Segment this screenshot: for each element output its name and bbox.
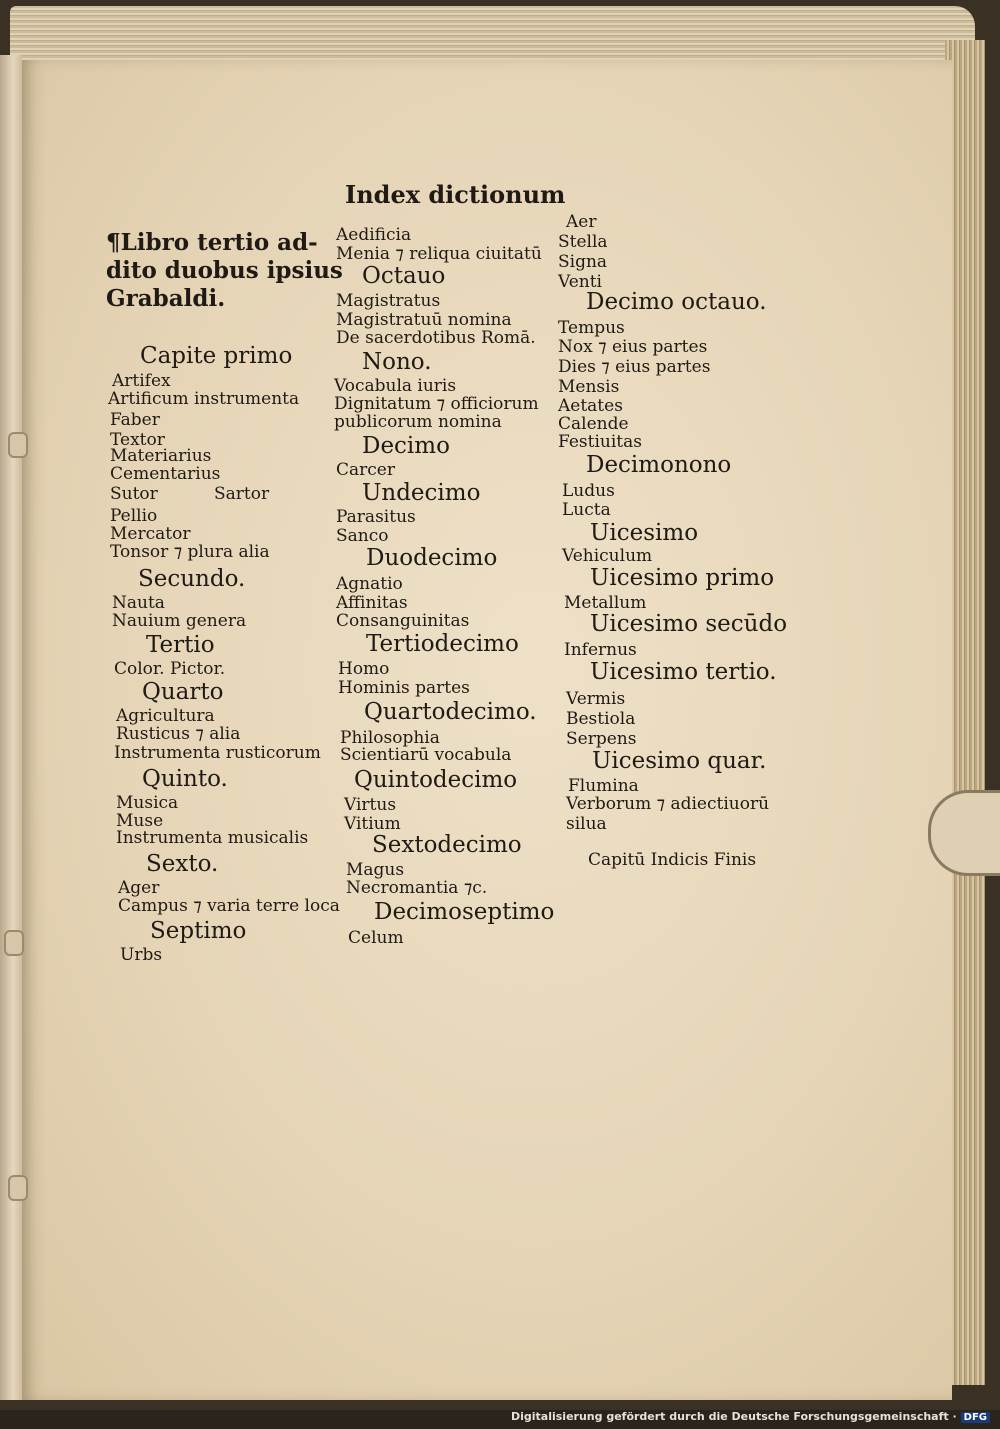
section-heading: Nono.: [362, 349, 432, 375]
section-heading: Uicesimo tertio.: [590, 659, 777, 685]
section-heading: Decimo: [362, 433, 450, 459]
index-entry: Parasitus: [336, 507, 416, 527]
section-heading: Decimoseptimo: [374, 899, 555, 925]
index-entry: Flumina: [568, 776, 639, 796]
section-heading: Tertiodecimo: [366, 631, 519, 657]
index-entry: Mensis: [558, 377, 620, 397]
section-heading: Decimonono: [586, 452, 732, 478]
index-entry: Pellio: [110, 506, 158, 526]
index-entry: Stella: [558, 232, 608, 252]
section-heading: Sextodecimo: [372, 832, 522, 858]
index-entry: Bestiola: [566, 709, 636, 729]
index-entry: Muse: [116, 811, 164, 831]
index-entry: Vitium: [344, 814, 401, 834]
index-entry: Dies ⁊ eius partes: [558, 357, 711, 377]
index-entry: Ager: [118, 878, 160, 898]
section-heading: Tertio: [146, 632, 215, 658]
intro-line: dito duobus ipsius: [106, 257, 343, 284]
credit-text: Digitalisierung gefördert durch die Deutsche Forschungsgemeinschaft ·: [510, 1410, 957, 1423]
index-entry: Agricultura: [116, 706, 215, 726]
index-entry: Rusticus ⁊ alia: [116, 724, 241, 744]
end-of-index: Capitū Indicis Finis: [588, 850, 757, 870]
index-entry: Sanco: [336, 526, 389, 546]
section-heading: Duodecimo: [366, 545, 498, 571]
index-entry: Homo: [338, 659, 390, 679]
index-entry: Sartor: [214, 484, 270, 504]
index-entry: Serpens: [566, 729, 637, 749]
index-entry: Vocabula iuris: [334, 376, 457, 396]
index-entry: Textor: [110, 430, 165, 450]
section-heading: Undecimo: [362, 480, 481, 506]
index-entry: Magus: [346, 860, 405, 880]
section-heading: Decimo octauo.: [586, 289, 767, 315]
index-entry: Metallum: [564, 593, 647, 613]
index-entry: Cementarius: [110, 464, 221, 484]
section-heading: Septimo: [150, 918, 247, 944]
index-entry: Virtus: [344, 795, 397, 815]
index-entry: Affinitas: [336, 593, 408, 613]
section-heading: Uicesimo secūdo: [590, 611, 788, 637]
index-entry: Sutor: [110, 484, 158, 504]
section-heading: Capite primo: [140, 343, 293, 369]
index-entry: Menia ⁊ reliqua ciuitatū: [336, 244, 542, 264]
index-entry: Dignitatum ⁊ officiorum: [334, 394, 539, 414]
index-entry: Vehiculum: [562, 546, 653, 566]
index-entry: Color. Pictor.: [114, 659, 226, 679]
index-entry: Necromantia ⁊c.: [346, 878, 488, 898]
index-entry: Mercator: [110, 524, 191, 544]
index-entry: Materiarius: [110, 446, 212, 466]
index-entry: Ludus: [562, 481, 615, 501]
index-entry: Philosophia: [340, 728, 440, 748]
index-entry: Instrumenta rusticorum: [114, 743, 321, 763]
page-title: Index dictionum: [345, 180, 566, 209]
index-entry: Artifex: [112, 371, 171, 391]
index-entry: silua: [566, 814, 607, 834]
binding-thread: [8, 432, 28, 458]
index-entry: publicorum nomina: [334, 412, 502, 432]
index-entry: Calende: [558, 414, 629, 434]
index-entry: Aer: [566, 212, 597, 232]
index-entry: Agnatio: [336, 574, 403, 594]
section-heading: Sexto.: [146, 851, 219, 877]
index-entry: Vermis: [566, 689, 626, 709]
section-heading: Octauo: [362, 263, 446, 289]
index-entry: Venti: [558, 272, 602, 292]
index-entry: Nauium genera: [112, 611, 247, 631]
index-entry: Urbs: [120, 945, 163, 965]
section-heading: Uicesimo: [590, 520, 699, 546]
section-heading: Quartodecimo.: [364, 699, 537, 725]
index-entry: Magistratus: [336, 291, 441, 311]
index-entry: Faber: [110, 410, 160, 430]
index-entry: Infernus: [564, 640, 637, 660]
index-entry: Celum: [348, 928, 404, 948]
index-entry: Tonsor ⁊ plura alia: [110, 542, 270, 562]
index-entry: Scientiarū vocabula: [340, 745, 512, 765]
index-entry: Artificum instrumenta: [108, 389, 300, 409]
dfg-logo: DFG: [961, 1412, 990, 1423]
digitization-credit: [511, 1410, 990, 1426]
index-entry: Hominis partes: [338, 678, 470, 698]
index-entry: Nox ⁊ eius partes: [558, 337, 708, 357]
intro-line: Grabaldi.: [106, 285, 226, 312]
section-heading: Secundo.: [138, 566, 246, 592]
index-entry: Festiuitas: [558, 432, 642, 452]
intro-line: ¶Libro tertio ad-: [106, 229, 318, 256]
index-entry: Musica: [116, 793, 179, 813]
clasp-strap: [928, 790, 1000, 876]
index-entry: Lucta: [562, 500, 611, 520]
index-entry: Instrumenta musicalis: [116, 828, 309, 848]
section-heading: Quinto.: [142, 766, 228, 792]
section-heading: Uicesimo quar.: [592, 748, 767, 774]
index-entry: Campus ⁊ varia terre loca: [118, 896, 340, 916]
binding-thread: [4, 930, 24, 956]
index-entry: Signa: [558, 252, 608, 272]
index-entry: Aetates: [558, 396, 623, 416]
index-entry: Carcer: [336, 460, 395, 480]
index-entry: Tempus: [558, 318, 625, 338]
binding-thread: [8, 1175, 28, 1201]
section-heading: Quarto: [142, 679, 224, 705]
index-entry: Magistratuū nomina: [336, 310, 512, 330]
section-heading: Quintodecimo: [354, 767, 518, 793]
section-heading: Uicesimo primo: [590, 565, 775, 591]
index-entry: Verborum ⁊ adiectiuorū: [566, 794, 770, 814]
index-entry: Nauta: [112, 593, 165, 613]
index-entry: De sacerdotibus Romā.: [336, 328, 536, 348]
index-entry: Consanguinitas: [336, 611, 470, 631]
index-entry: Aedificia: [336, 225, 412, 245]
page-edges-top: [10, 6, 975, 64]
